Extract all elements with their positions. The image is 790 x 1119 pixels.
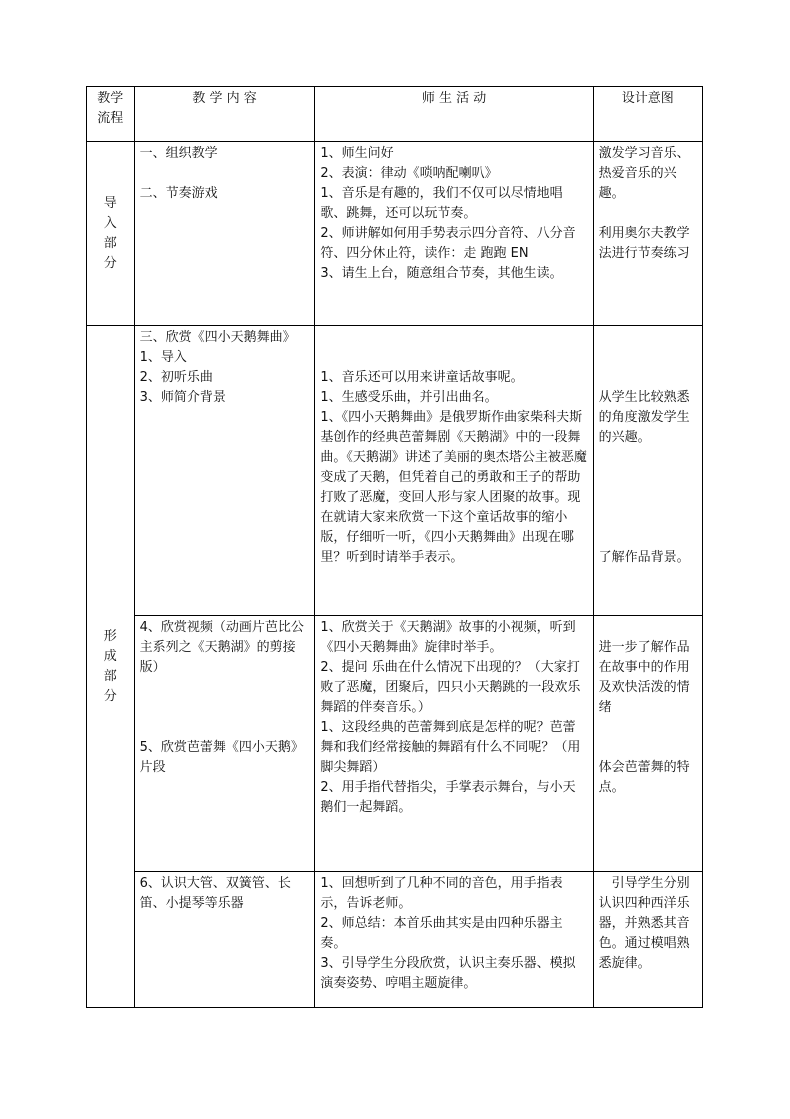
table-row (87, 872, 703, 1008)
stage-formation: 形 成 部 分 (87, 326, 135, 1008)
table-row (87, 326, 703, 616)
intent-cell: 引导学生分别认识四种西洋乐器，并熟悉其音色。通过模唱熟悉旋律。 (593, 872, 702, 1008)
header-process: 教学 流程 (87, 87, 135, 142)
header-row (87, 87, 703, 142)
intent-cell: 激发学习音乐、热爱音乐的兴趣。 利用奥尔夫教学法进行节奏练习 (593, 142, 702, 326)
intent-cell: 从学生比较熟悉的角度激发学生的兴趣。 了解作品背景。 (593, 326, 702, 616)
activity-cell: 1、欣赏关于《天鹅湖》故事的小视频，听到《四小天鹅舞曲》旋律时举手。 2、提问 乐曲在什么情况下出现的？（大家打败了恶魔，团聚后，四只小天鹅跳的一段欢乐舞蹈的伴奏音乐。） 1、这段经典的芭蕾舞到底是怎样的呢？芭蕾舞和我们经常接触的舞蹈有什么不同呢？（用脚尖舞蹈） 2、用手指代替指尖，手掌表示舞台，与小天鹅们一起舞蹈。 (315, 616, 593, 872)
activity-cell: 1、师生问好 2、表演：律动《唢呐配喇叭》 1、音乐是有趣的，我们不仅可以尽情地唱歌、跳舞，还可以玩节奏。 2、师讲解如何用手势表示四分音符、八分音符、四分休止符，读作：走 跑跑 EN 3、请生上台，随意组合节奏，其他生读。 (315, 142, 593, 326)
table-row (87, 616, 703, 872)
header-content: 教 学 内 容 (134, 87, 315, 142)
content-cell: 6、认识大管、双簧管、长笛、小提琴等乐器 (134, 872, 315, 1008)
stage-intro: 导 入 部 分 (87, 142, 135, 326)
content-cell: 一、组织教学 二、节奏游戏 (134, 142, 315, 326)
table-row (87, 142, 703, 326)
content-cell: 三、欣赏《四小天鹅舞曲》 1、导入 2、初听乐曲 3、师简介背景 (134, 326, 315, 616)
lesson-plan-table (86, 86, 703, 1008)
header-activity: 师 生 活 动 (315, 87, 593, 142)
content-cell: 4、欣赏视频（动画片芭比公主系列之《天鹅湖》的剪接版） 5、欣赏芭蕾舞《四小天鹅》片段 (134, 616, 315, 872)
activity-cell: 1、音乐还可以用来讲童话故事呢。 1、生感受乐曲，并引出曲名。 1、《四小天鹅舞曲》是俄罗斯作曲家柴科夫斯基创作的经典芭蕾舞剧《天鹅湖》中的一段舞曲。《天鹅湖》讲述了美丽的奥杰塔公主被恶魔变成了天鹅，但凭着自己的勇敢和王子的帮助打败了恶魔，变回人形与家人团聚的故事。现在就请大家来欣赏一下这个童话故事的缩小版，仔细听一听，《四小天鹅舞曲》出现在哪里？听到时请举手表示。 (315, 326, 593, 616)
activity-cell: 1、回想听到了几种不同的音色，用手指表示，告诉老师。 2、师总结：本首乐曲其实是由四种乐器主奏。 3、引导学生分段欣赏，认识主奏乐器、模拟演奏姿势、哼唱主题旋律。 (315, 872, 593, 1008)
intent-cell: 进一步了解作品在故事中的作用及欢快活泼的情绪 体会芭蕾舞的特点。 (593, 616, 702, 872)
header-intent: 设计意图 (593, 87, 702, 142)
